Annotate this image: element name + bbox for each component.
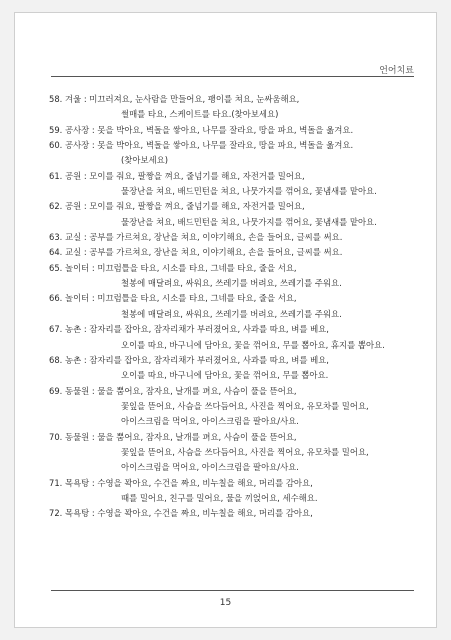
header-divider: [51, 76, 414, 77]
entry-continuation-line: 꽃잎을 뜯어요, 사슴을 쓰다듬어요, 사진을 찍어요, 유모차를 밀어요,: [121, 400, 369, 411]
entry-continuation-line: 철봉에 매달려요, 싸워요, 쓰레기를 버려요, 쓰레기를 주워요.: [121, 308, 342, 319]
entry-first-line: 62. 공원 : 모이를 줘요, 팔짱을 껴요, 줄넘기를 해요, 자전거를 밀어요,: [49, 201, 305, 212]
entry-first-line: 63. 교실 : 공부를 가르쳐요, 장난을 쳐요, 이야기해요, 손을 들어요, 글씨를 써요.: [49, 232, 343, 243]
entry-list: [49, 92, 421, 522]
entry-first-line: 66. 놀이터 : 미끄럼틀을 타요, 시소를 타요, 그네를 타요, 줄을 서요,: [49, 293, 297, 304]
section-header: 언어치료: [379, 66, 414, 76]
list-item: [49, 353, 421, 384]
entry-continuation-line: 오이를 따요, 바구니에 담아요, 꽃을 꺾어요, 무를 뽑아요.: [121, 370, 329, 381]
list-item: [49, 476, 421, 507]
list-item: [49, 245, 421, 260]
list-item: [49, 92, 421, 123]
list-item: [49, 384, 421, 430]
entry-continuation-line: 때를 밀어요, 친구를 밀어요, 물을 끼얹어요, 세수해요.: [121, 492, 318, 503]
entry-first-line: 69. 동물원 : 물을 뿜어요, 잠자요, 날개를 펴요, 사슴이 풀을 뜯어요,: [49, 385, 297, 396]
page-number: 15: [219, 598, 232, 608]
entry-continuation-line: 꽃잎을 뜯어요, 사슴을 쓰다듬어요, 사진을 찍어요, 유모차를 밀어요,: [121, 446, 369, 457]
entry-first-line: 72. 목욕탕 : 수영을 꽉아요, 수건을 짜요, 비누칠을 해요, 머리를 감아요,: [49, 508, 313, 519]
entry-first-line: 67. 농촌 : 잠자리를 잡아요, 잠자리채가 부러졌어요, 사과를 따요, 벼를 베요,: [49, 324, 329, 335]
list-item: [49, 230, 421, 245]
entry-continuation-line: 썰매를 타요, 스케이트를 타요.(찾아보세요): [121, 109, 279, 120]
entry-continuation-line: 물장난을 쳐요, 배드민턴을 쳐요, 나뭇가지를 꺾어요, 꽃냄새를 맡아요.: [121, 216, 377, 227]
entry-first-line: 58. 겨울 : 미끄러져요, 눈사람을 만들어요, 팽이를 쳐요, 눈싸움해요,: [49, 94, 300, 104]
entry-continuation-line: 아이스크림을 먹어요, 아이스크림을 팔아요/사요.: [121, 416, 299, 427]
entry-continuation-line: 물장난을 쳐요, 배드민턴을 쳐요, 나뭇가지를 꺾어요, 꽃냄새를 맡아요.: [121, 186, 377, 197]
list-item: [49, 169, 421, 200]
entry-first-line: 70. 동물원 : 물을 뿜어요, 잠자요, 날개를 펴요, 사슴이 풀을 뜯어요,: [49, 431, 297, 442]
entry-first-line: 71. 목욕탕 : 수영을 꽉아요, 수건을 짜요, 비누칠을 해요, 머리를 감아요,: [49, 477, 313, 488]
document-page: [14, 12, 437, 628]
list-item: [49, 322, 421, 353]
entry-first-line: 65. 놀이터 : 미끄럼틀을 타요, 시소를 타요, 그네를 타요, 줄을 서요,: [49, 262, 297, 273]
entry-first-line: 64. 교실 : 공부를 가르쳐요, 장난을 쳐요, 이야기해요, 손을 들어요, 글씨를 써요.: [49, 247, 343, 258]
entry-first-line: 68. 농촌 : 잠자리를 잡아요, 잠자리채가 부러졌어요, 사과를 따요, 벼를 베요,: [49, 354, 329, 365]
entry-first-line: 60. 공사장 : 못을 박아요, 벽돌을 쌓아요, 나무를 잘라요, 땅을 파요, 벽돌을 옮겨요.: [49, 140, 354, 151]
entry-continuation-line: 아이스크림을 먹어요, 아이스크림을 팔아요/사요.: [121, 462, 299, 473]
entry-continuation-line: (찾아보세요): [121, 155, 168, 166]
list-item: [49, 430, 421, 476]
list-item: [49, 291, 421, 322]
list-item: [49, 123, 421, 138]
entry-first-line: 61. 공원 : 모이를 줘요, 팔짱을 껴요, 줄넘기를 해요, 자전거를 밀어요,: [49, 170, 305, 181]
entry-first-line: 59. 공사장 : 못을 박아요, 벽돌을 쌓아요, 나무를 잘라요, 땅을 파요, 벽돌을 옮겨요.: [49, 124, 354, 135]
list-item: [49, 199, 421, 230]
footer-divider: [51, 590, 414, 591]
list-item: [49, 138, 421, 169]
list-item: [49, 506, 421, 521]
list-item: [49, 261, 421, 292]
entry-continuation-line: 철봉에 매달려요, 싸워요, 쓰레기를 버려요, 쓰레기를 주워요.: [121, 278, 342, 289]
entry-continuation-line: 오이를 따요, 바구니에 담아요, 꽃을 꺾어요, 무를 뽑아요, 휴지를 뽑아요.: [121, 339, 385, 350]
